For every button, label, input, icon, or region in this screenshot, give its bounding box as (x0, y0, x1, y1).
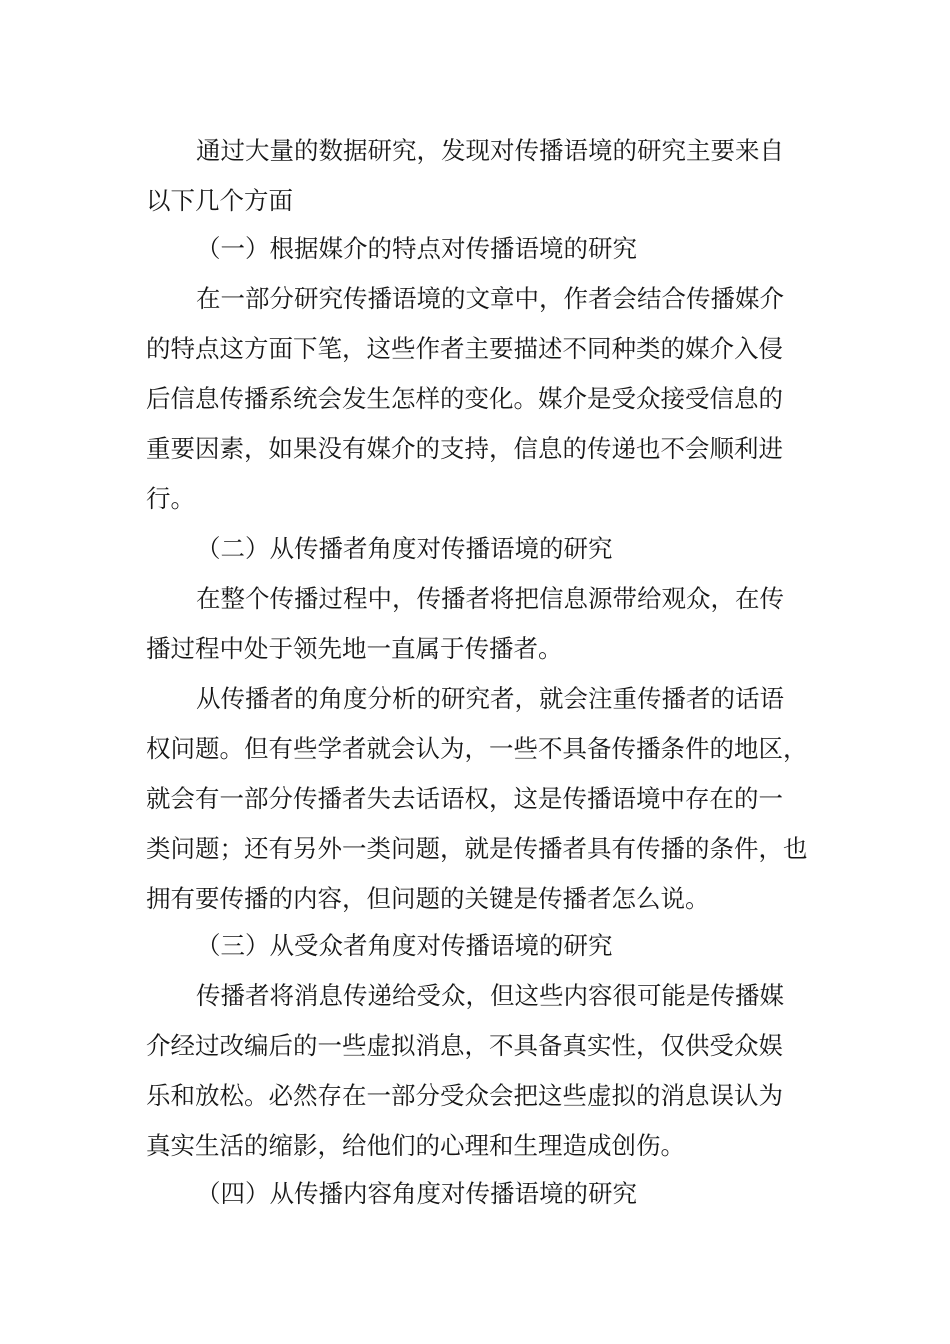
paragraph-media (146, 274, 808, 524)
text-line: 播过程中处于领先地一直属于传播者。 (146, 634, 563, 663)
section-heading-1: （一）根据媒介的特点对传播语境的研究 (196, 234, 637, 263)
paragraph-audience (146, 971, 808, 1171)
section-heading-4: （四）从传播内容角度对传播语境的研究 (196, 1179, 637, 1208)
text-line: 在一部分研究传播语境的文章中，作者会结合传播媒介 (196, 284, 784, 313)
section-heading-3: （三）从受众者角度对传播语境的研究 (196, 931, 613, 960)
text-line: 真实生活的缩影，给他们的心理和生理造成创伤。 (146, 1131, 685, 1160)
text-line: 乐和放松。必然存在一部分受众会把这些虚拟的消息误认为 (146, 1081, 783, 1110)
paragraph-communicator (146, 574, 808, 674)
text-line: 的特点这方面下笔，这些作者主要描述不同种类的媒介入侵 (146, 334, 783, 363)
text-line: 就会有一部分传播者失去话语权，这是传播语境中存在的一 (146, 784, 783, 813)
text-line: 介经过改编后的一些虚拟消息，不具备真实性，仅供受众娱 (146, 1031, 783, 1060)
text-line: 类问题；还有另外一类问题，就是传播者具有传播的条件，也 (146, 834, 808, 863)
text-line: 传播者将消息传递给受众，但这些内容很可能是传播媒 (196, 981, 784, 1010)
text-line: 从传播者的角度分析的研究者，就会注重传播者的话语 (196, 684, 784, 713)
text-line: 后信息传播系统会发生怎样的变化。媒介是受众接受信息的 (146, 384, 783, 413)
text-line: 行。 (146, 484, 195, 513)
text-line: 重要因素，如果没有媒介的支持，信息的传递也不会顺利进 (146, 434, 783, 463)
paragraph-discourse-power (146, 674, 808, 924)
text-line: 权问题。但有些学者就会认为，一些不具备传播条件的地区， (146, 734, 808, 763)
text-line: 在整个传播过程中，传播者将把信息源带给观众，在传 (196, 584, 784, 613)
text-line: 拥有要传播的内容，但问题的关键是传播者怎么说。 (146, 884, 710, 913)
intro-paragraph (146, 126, 808, 226)
text-line: 以下几个方面 (146, 186, 293, 215)
text-line: 通过大量的数据研究，发现对传播语境的研究主要来自 (196, 136, 784, 165)
section-heading-2: （二）从传播者角度对传播语境的研究 (196, 534, 613, 563)
